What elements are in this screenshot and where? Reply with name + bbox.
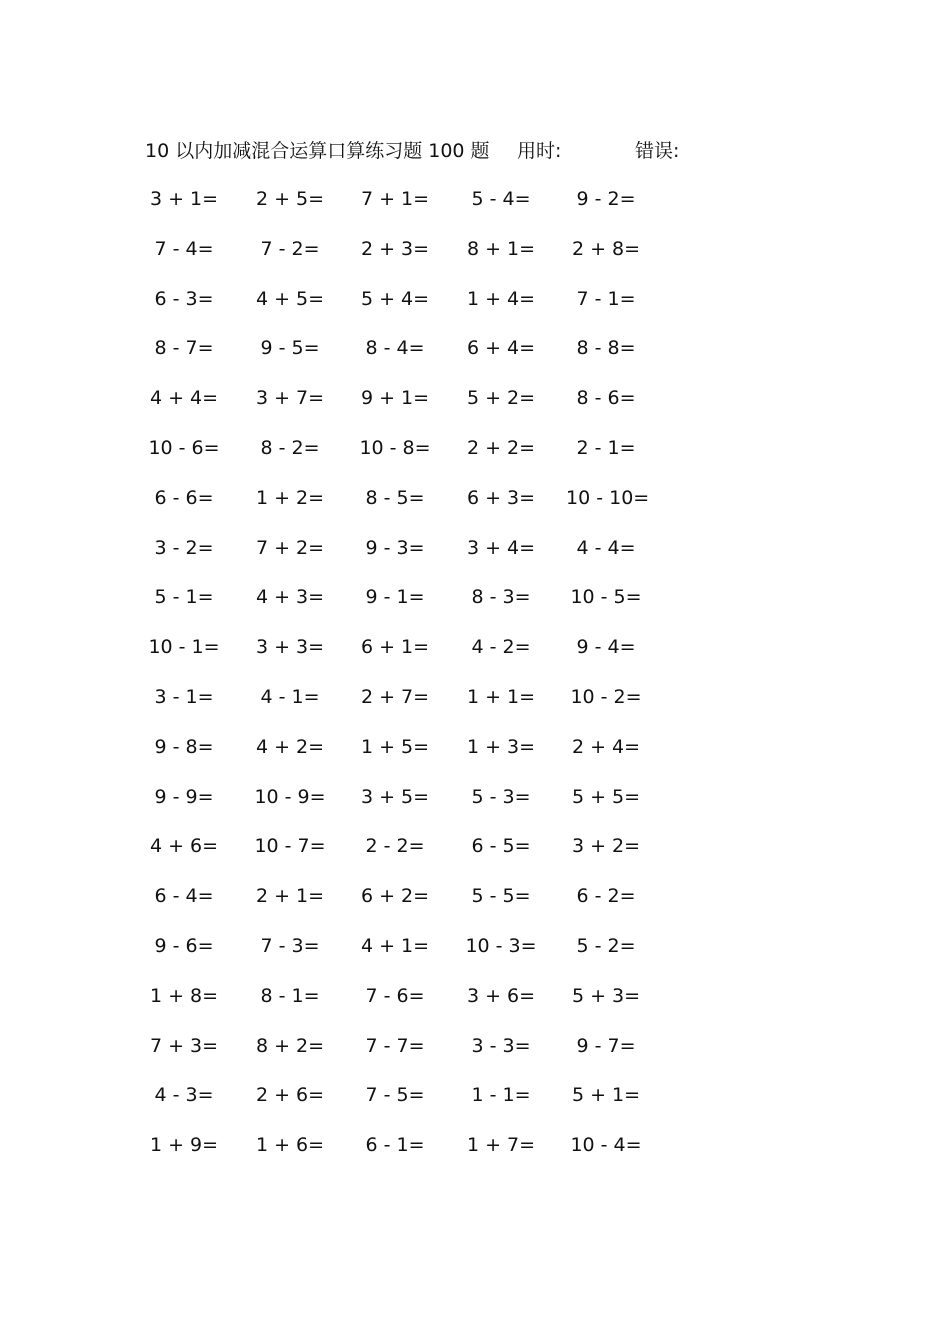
math-problem: 4 + 2= xyxy=(255,735,325,758)
problem-row xyxy=(145,485,705,535)
math-problem: 4 + 3= xyxy=(255,586,325,609)
math-problem: 8 - 2= xyxy=(260,436,320,459)
problem-row xyxy=(145,584,705,634)
problem-row xyxy=(145,684,705,734)
math-problem: 9 - 4= xyxy=(576,636,636,659)
math-problem: 7 + 3= xyxy=(149,1034,219,1057)
math-problem: 1 + 3= xyxy=(466,735,536,758)
math-problem: 6 - 3= xyxy=(154,287,214,310)
math-problem: 3 + 5= xyxy=(360,785,430,808)
math-problem: 4 - 4= xyxy=(576,536,636,559)
math-problem: 3 + 6= xyxy=(466,984,536,1007)
math-problem: 8 - 8= xyxy=(576,337,636,360)
problem-row xyxy=(145,933,705,983)
math-problem: 9 + 1= xyxy=(360,387,430,410)
math-problem: 4 - 1= xyxy=(260,685,320,708)
math-problem: 2 + 4= xyxy=(571,735,641,758)
math-problem: 3 - 2= xyxy=(154,536,214,559)
math-problem: 1 + 1= xyxy=(466,685,536,708)
math-problem: 1 + 7= xyxy=(466,1134,536,1157)
math-problem: 5 + 1= xyxy=(571,1084,641,1107)
problem-row xyxy=(145,833,705,883)
math-problem: 9 - 6= xyxy=(154,934,214,957)
math-problem: 10 - 8= xyxy=(359,436,431,459)
math-problem: 8 - 3= xyxy=(471,586,531,609)
math-problem: 1 + 2= xyxy=(255,486,325,509)
math-problem: 2 + 1= xyxy=(255,885,325,908)
math-problem: 9 - 1= xyxy=(365,586,425,609)
math-problem: 3 + 3= xyxy=(255,636,325,659)
math-problem: 2 - 1= xyxy=(576,436,636,459)
math-problem: 9 - 8= xyxy=(154,735,214,758)
problem-row xyxy=(145,535,705,585)
math-problem: 6 + 2= xyxy=(360,885,430,908)
math-problem: 5 - 5= xyxy=(471,885,531,908)
math-problem: 6 - 6= xyxy=(154,486,214,509)
math-problem: 5 + 5= xyxy=(571,785,641,808)
math-problem: 1 - 1= xyxy=(471,1084,531,1107)
math-problem: 2 + 5= xyxy=(255,188,325,210)
math-problem: 10 - 9= xyxy=(254,785,326,808)
math-problem: 5 - 3= xyxy=(471,785,531,808)
math-problem: 8 - 5= xyxy=(365,486,425,509)
math-problem: 10 - 6= xyxy=(148,436,220,459)
math-problem: 8 - 1= xyxy=(260,984,320,1007)
math-problem: 2 + 8= xyxy=(571,237,641,260)
problem-row xyxy=(145,435,705,485)
math-problem: 7 - 3= xyxy=(260,934,320,957)
math-problem: 7 - 2= xyxy=(260,237,320,260)
math-problem: 1 + 9= xyxy=(149,1134,219,1157)
time-used-label: 用时: xyxy=(517,140,562,162)
math-problem: 7 - 6= xyxy=(365,984,425,1007)
math-problem: 3 - 1= xyxy=(154,685,214,708)
math-problem: 2 + 6= xyxy=(255,1084,325,1107)
problem-row xyxy=(145,186,705,236)
problem-grid xyxy=(145,186,705,1182)
math-problem: 4 + 1= xyxy=(360,934,430,957)
math-problem: 6 + 1= xyxy=(360,636,430,659)
math-problem: 6 - 5= xyxy=(471,835,531,858)
problem-row xyxy=(145,236,705,286)
math-problem: 10 - 5= xyxy=(570,586,642,609)
problem-row xyxy=(145,734,705,784)
math-problem: 5 - 4= xyxy=(471,188,531,210)
math-problem: 8 - 6= xyxy=(576,387,636,410)
problem-row xyxy=(145,1132,705,1182)
math-problem: 1 + 6= xyxy=(255,1134,325,1157)
math-problem: 10 - 1= xyxy=(148,636,220,659)
math-problem: 5 + 2= xyxy=(466,387,536,410)
math-problem: 3 + 2= xyxy=(571,835,641,858)
math-problem: 6 + 3= xyxy=(466,486,536,509)
math-problem: 3 - 3= xyxy=(471,1034,531,1057)
math-problem: 4 + 6= xyxy=(149,835,219,858)
math-problem: 6 + 4= xyxy=(466,337,536,360)
math-problem: 9 - 3= xyxy=(365,536,425,559)
math-problem: 6 - 2= xyxy=(576,885,636,908)
problem-row xyxy=(145,983,705,1033)
math-problem: 4 - 3= xyxy=(154,1084,214,1107)
math-problem: 1 + 4= xyxy=(466,287,536,310)
math-problem: 10 - 2= xyxy=(570,685,642,708)
math-problem: 5 + 4= xyxy=(360,287,430,310)
math-problem: 9 - 5= xyxy=(260,337,320,360)
problem-row xyxy=(145,1082,705,1132)
math-problem: 4 + 4= xyxy=(149,387,219,410)
math-problem: 6 - 4= xyxy=(154,885,214,908)
problem-row xyxy=(145,634,705,684)
math-problem: 6 - 1= xyxy=(365,1134,425,1157)
math-problem: 8 + 1= xyxy=(466,237,536,260)
math-problem: 4 + 5= xyxy=(255,287,325,310)
math-problem: 5 + 3= xyxy=(571,984,641,1007)
math-problem: 5 - 1= xyxy=(154,586,214,609)
math-problem: 7 - 5= xyxy=(365,1084,425,1107)
errors-label: 错误: xyxy=(635,140,680,162)
math-problem: 9 - 9= xyxy=(154,785,214,808)
math-problem: 7 - 7= xyxy=(365,1034,425,1057)
math-problem: 8 - 4= xyxy=(365,337,425,360)
math-problem: 1 + 5= xyxy=(360,735,430,758)
problem-row xyxy=(145,784,705,834)
math-problem: 2 + 2= xyxy=(466,436,536,459)
math-problem: 5 - 2= xyxy=(576,934,636,957)
math-problem: 3 + 7= xyxy=(255,387,325,410)
math-problem: 10 - 4= xyxy=(570,1134,642,1157)
math-problem: 7 + 1= xyxy=(360,188,430,210)
problem-row xyxy=(145,385,705,435)
math-problem: 4 - 2= xyxy=(471,636,531,659)
math-problem: 9 - 2= xyxy=(576,188,636,210)
worksheet-title: 10 以内加减混合运算口算练习题 100 题 xyxy=(145,140,490,162)
problem-row xyxy=(145,335,705,385)
math-problem: 2 + 7= xyxy=(360,685,430,708)
math-problem: 3 + 4= xyxy=(466,536,536,559)
problem-row xyxy=(145,286,705,336)
problem-row xyxy=(145,1033,705,1083)
math-problem: 7 + 2= xyxy=(255,536,325,559)
math-problem: 1 + 8= xyxy=(149,984,219,1007)
math-problem: 3 + 1= xyxy=(149,188,219,210)
math-problem: 10 - 7= xyxy=(254,835,326,858)
math-problem: 7 - 4= xyxy=(154,237,214,260)
math-problem: 9 - 7= xyxy=(576,1034,636,1057)
math-problem: 10 - 3= xyxy=(465,934,537,957)
math-problem: 7 - 1= xyxy=(576,287,636,310)
math-problem: 2 - 2= xyxy=(365,835,425,858)
math-problem: 10 - 10= xyxy=(566,486,650,509)
math-problem: 2 + 3= xyxy=(360,237,430,260)
math-problem: 8 - 7= xyxy=(154,337,214,360)
math-problem: 8 + 2= xyxy=(255,1034,325,1057)
problem-row xyxy=(145,883,705,933)
